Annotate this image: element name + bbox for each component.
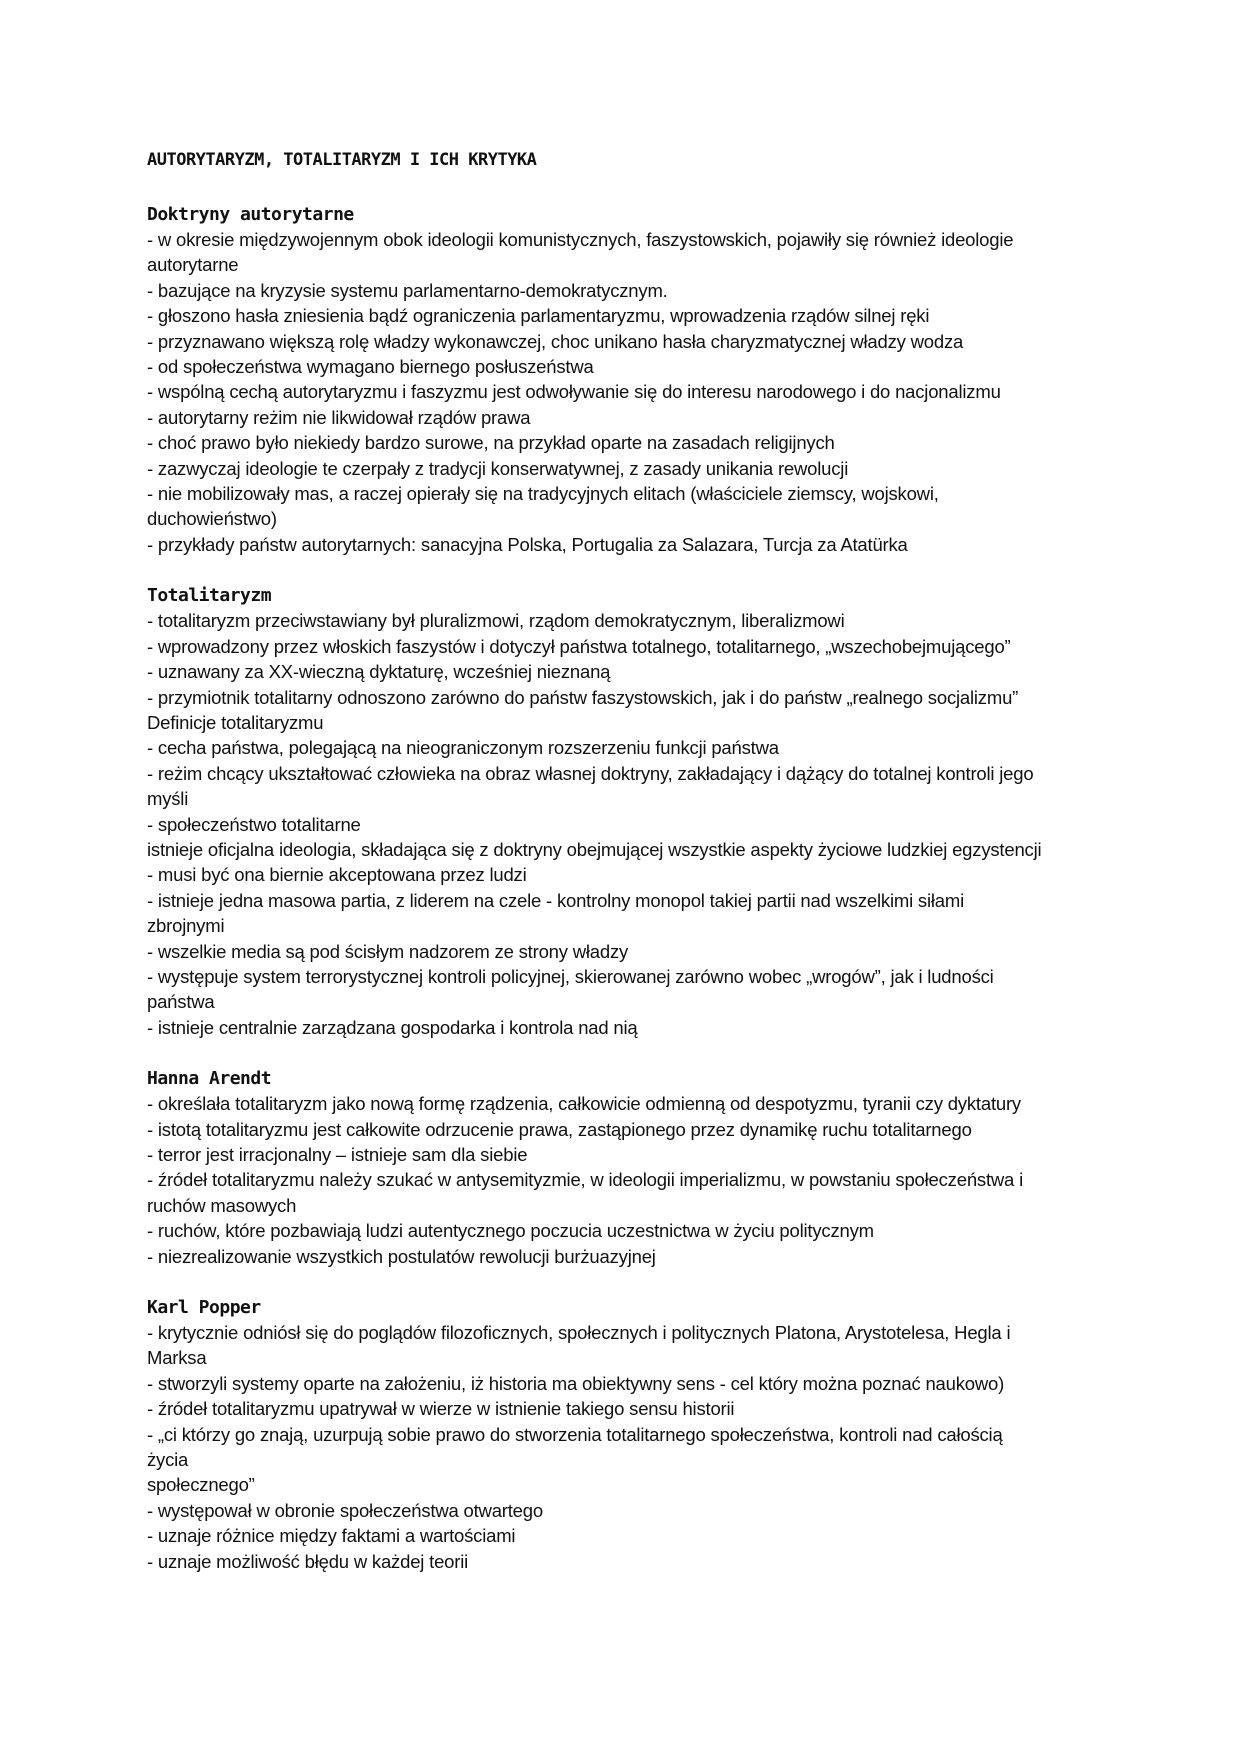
text-line: - w okresie międzywojennym obok ideologii komunistycznych, faszystowskich, pojawiły się również ideologie [147, 229, 1014, 250]
section-heading: Hanna Arendt [147, 1068, 272, 1090]
text-line: - ruchów, które pozbawiają ludzi autentycznego poczucia uczestnictwa w życiu politycznym [147, 1220, 874, 1242]
text-line: - stworzyli systemy oparte na założeniu, iż historia ma obiektywny sens - cel który można poznać naukowo) [147, 1372, 1005, 1394]
text-line: - występował w obronie społeczeństwa otwartego [147, 1499, 543, 1521]
text-line: - nie mobilizowały mas, a raczej opierały się na tradycyjnych elitach (właściciele ziemscy, wojskowi, [147, 483, 939, 505]
document-body [147, 148, 1107, 1600]
text-line: Marksa [147, 1347, 207, 1369]
text-line: istnieje oficjalna ideologia, składająca się z doktryny obejmującej wszystkie aspekty życiowe ludzkiej egzystencji [147, 838, 1042, 860]
text-line: Definicje totalitaryzmu [147, 711, 324, 733]
text-line: - wszelkie media są pod ścisłym nadzorem ze strony władzy [147, 940, 629, 962]
text-line: - krytycznie odniósł się do poglądów filozoficznych, społecznych i politycznych Platona, Arystotelesa, Hegla i [147, 1322, 1011, 1344]
text-line: zbrojnymi [147, 915, 225, 937]
text-line: - źródeł totalitaryzmu należy szukać w antysemityzmie, w ideologii imperializmu, w powstaniu społeczeństwa i [147, 1169, 1023, 1191]
text-line: duchowieństwo) [147, 508, 277, 530]
text-line: - autorytarny reżim nie likwidował rządów prawa [147, 406, 531, 428]
text-line: - musi być ona biernie akceptowana przez ludzi [147, 864, 527, 886]
text-line: myśli [147, 788, 189, 810]
text-line: - niezrealizowanie wszystkich postulatów rewolucji burżuazyjnej [147, 1245, 656, 1267]
text-line: - źródeł totalitaryzmu upatrywał w wierze w istnienie takiego sensu historii [147, 1398, 735, 1420]
text-line: - wprowadzony przez włoskich faszystów i dotyczył państwa totalnego, totalitarnego, „wszechobejmującego” [147, 635, 1011, 657]
section-heading: Totalitaryzm [147, 585, 272, 607]
text-line: - reżim chcący ukształtować człowieka na obraz własnej doktryny, zakładający i dążący do totalnej kontroli jego [147, 762, 1034, 784]
text-line: państwa [147, 991, 215, 1013]
text-line: - choć prawo było niekiedy bardzo surowe, na przykład oparte na zasadach religijnych [147, 432, 835, 454]
text-line: ruchów masowych [147, 1194, 297, 1216]
text-line: autorytarne [147, 254, 239, 276]
text-line: - „ci którzy go znają, uzurpują sobie prawo do stworzenia totalitarnego społeczeństwa, kontroli nad całością [147, 1423, 1003, 1445]
text-line: - uznaje różnice między faktami a wartościami [147, 1525, 516, 1547]
text-line: - cecha państwa, polegającą na nieograniczonym rozszerzeniu funkcji państwa [147, 737, 779, 759]
sections-container [147, 202, 1107, 1574]
text-line: społecznego” [147, 1474, 255, 1496]
document-title: AUTORYTARYZM, TOTALITARYZM I ICH KRYTYKA [147, 150, 537, 170]
section [147, 1295, 1107, 1574]
text-line: życia [147, 1449, 189, 1471]
section [147, 583, 1107, 1040]
text-line: - terror jest irracjonalny – istnieje sam dla siebie [147, 1144, 528, 1165]
text-line: - istnieje jedna masowa partia, z liderem na czele - kontrolny monopol takiej partii nad wszelkimi siłami [147, 889, 964, 911]
text-line: - przymiotnik totalitarny odnoszono zarówno do państw faszystowskich, jak i do państw „realnego socjalizmu” [147, 686, 1019, 708]
text-line: - występuje system terrorystycznej kontroli policyjnej, skierowanej zarówno wobec „wrogów”, jak i ludności [147, 965, 994, 987]
text-line: - istotą totalitaryzmu jest całkowite odrzucenie prawa, zastąpionego przez dynamikę ruchu totalitarnego [147, 1118, 972, 1140]
text-line: - głoszono hasła zniesienia bądź ograniczenia parlamentaryzmu, wprowadzenia rządów silnej ręki [147, 305, 930, 327]
section-heading: Doktryny autorytarne [147, 204, 354, 225]
text-line: - bazujące na kryzysie systemu parlamentarno-demokratycznym. [147, 279, 668, 301]
text-line: - wspólną cechą autorytaryzmu i faszyzmu jest odwoływanie się do interesu narodowego i do nacjonalizmu [147, 381, 1001, 403]
text-line: - totalitaryzm przeciwstawiany był pluralizmowi, rządom demokratycznym, liberalizmowi [147, 610, 845, 632]
section [147, 202, 1107, 557]
section-heading: Karl Popper [147, 1297, 261, 1319]
text-line: - zazwyczaj ideologie te czerpały z tradycji konserwatywnej, z zasady unikania rewolucji [147, 457, 849, 479]
text-line: - uznawany za XX-wieczną dyktaturę, wcześniej nieznaną [147, 661, 611, 683]
text-line: - od społeczeństwa wymagano biernego posłuszeństwa [147, 356, 594, 378]
text-line: - istnieje centralnie zarządzana gospodarka i kontrola nad nią [147, 1016, 638, 1038]
text-line: - społeczeństwo totalitarne [147, 813, 361, 835]
text-line: - określała totalitaryzm jako nową formę rządzenia, całkowicie odmienną od despotyzmu, tyranii czy dyktatury [147, 1093, 1021, 1115]
text-line: - uznaje możliwość błędu w każdej teorii [147, 1550, 469, 1572]
text-line: - przykłady państw autorytarnych: sanacyjna Polska, Portugalia za Salazara, Turcja za Atatürka [147, 533, 908, 555]
section [147, 1066, 1107, 1269]
text-line: - przyznawano większą rolę władzy wykonawczej, choc unikano hasła charyzmatycznej władzy wodza [147, 330, 964, 352]
